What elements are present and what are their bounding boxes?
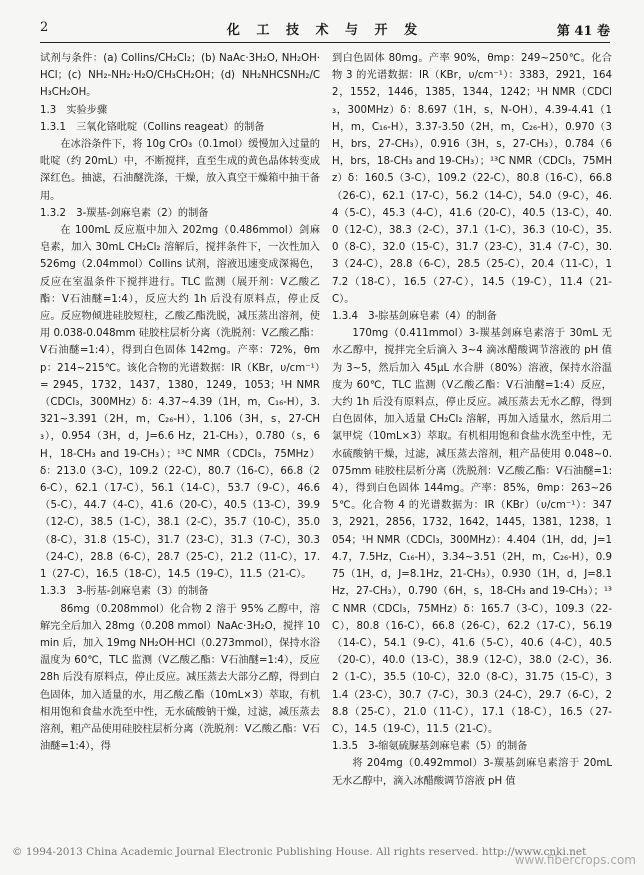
right-column [332, 50, 612, 790]
paragraph: 86mg（0.208mmol）化合物 2 溶于 95% 乙醇中，溶解完全后加入 28mg（0.208 mmol）NaAc·3H₂O，搅拌 10min 后，加入 19mg NH₂OH·HCl（0.273mmol），保持水浴温度为 60℃，TLC 监测（V乙酸乙酯：V石油醚=1:4），反应 28h 后没有原料点，停止反应。减压蒸去大部分乙醇，得到白色固体，加入适量的水，用乙酸乙酯（10mL×3）萃取，有机相用饱和食盐水洗至中性，无水硫酸钠干燥，过滤，减压蒸去溶剂，粗产品使用硅胶柱层析分离（洗脱剂：V乙酸乙酯：V石油醚=1:4），得 [40, 603, 320, 753]
paragraph: 在冰浴条件下，将 10g CrO₃（0.1mol）缓慢加入过量的吡啶（约 20mL）中，不断搅拌，直至生成的黄色晶体转变成深红色。抽滤，石油醚洗涤，干燥，放入真空干燥箱中抽干备用。 [40, 139, 320, 202]
subsection-heading: 1.3.4 3-腙基剑麻皂素（4）的制备 [332, 311, 497, 323]
subsection-heading: 1.3.1 三氧化铬吡啶（Collins reageat）的制备 [40, 121, 265, 133]
paragraph: 在 100mL 反应瓶中加入 202mg（0.486mmol）剑麻皂素，加入 30mL CH₂Cl₂ 溶解后，搅拌条件下，一次性加入 526mg（2.04mmol）Collins 试剂，溶液迅速变成深褐色，反应在室温条件下搅拌进行。TLC 监测（展开剂：V乙酸乙酯：V石油醚=1:4），反应大约 1h 后没有原料点，停止反应。反应物倾进硅胶短柱，乙酸乙酯洗脱，减压蒸出溶剂，使用 0.038-0.048mm 硅胶柱层析分离（洗脱剂：V乙酸乙酯：V石油醚=1:4），得到白色固体 142mg。产率：72%，θmp：214~215℃。该化合物的光谱数据：IR（KBr，υ/cm⁻¹）= 2945，1732，1437，1380，1249，1053；¹H NMR（CDCl₃，300MHz）δ：4.37~4.39（1H，m，C₁₆-H），3.321~3.391（2H，m，C₂₆-H），1.106（3H，s，27-CH₃），0.954（3H，d，J=6.6 Hz，21-CH₃），0.780（s，6H，18-CH₃ and 19-CH₃）；¹³C NMR（CDCl₃，75MHz）δ：213.0（3-C），109.2（22-C），80.7（16-C），66.8（26-C），62.1（17-C），56.1（14-C），53.7（9-C），46.6（5-C），44.7（4-C），41.6（20-C），40.5（13-C），39.9（12-C），38.5（1-C），38.1（2-C），35.7（10-C），35.0（8-C），31.8（15-C），31.7（23-C），31.3（7-C），30.3（24-C），28.8（6-C），28.7（25-C），21.2（11-C），17.1（27-C），16.5（18-C），14.5（19-C），11.5（21-C）。 [40, 225, 320, 581]
subsection-heading: 1.3.3 3-肟基-剑麻皂素（3）的制备 [40, 586, 209, 598]
paragraph: 170mg（0.411mmol）3-羰基剑麻皂素溶于 30mL 无水乙醇中，搅拌完全后滴入 3~4 滴冰醋酸调节溶液的 pH 值为 3~5，然后加入 45μL 水合肼（80%）溶液，保持水浴温度为 60℃，TLC 监测（V乙酸乙酯：V石油醚=1:4）反应，大约 1h 后没有原料点，停止反应。减压蒸去无水乙醇，得到白色固体，加入适量 CH₂Cl₂ 溶解，再加入适量水，然后用二氯甲烷（10mL×3）萃取。有机相用饱和食盐水洗至中性，无水硫酸钠干燥，过滤，减压蒸去溶剂，粗产品使用 0.048~0.075mm 硅胶柱层析分离（洗脱剂：V乙酸乙酯：V石油醚=1:4），得到白色固体 144mg。产率：85%，θmp：263~265℃。化合物 4 的光谱数据为：IR（KBr）（υ/cm⁻¹）：3473，2921，2856，1732，1642，1445，1381，1238，1054；¹H NMR（CDCl₃，300MHz）：4.404（1H，dd，J=14.7，7.5Hz，C₁₆-H），3.34~3.51（2H，m，C₂₆-H），0.975（1H，d，J=8.1Hz，21-CH₃），0.930（1H，d，J=8.1Hz，27-CH₃），0.790（6H，s，18-CH₃ and 19-CH₃）；¹³C NMR（CDCl₃，75MHz）δ：165.7（3-C），109.3（22-C），80.8（16-C），66.8（26-C），62.2（17-C），56.19（14-C），54.1（9-C），41.6（5-C），40.6（4-C），40.5（20-C），40.0（13-C），38.9（12-C），38.0（2-C），36.2（1-C），35.5（10-C），32.0（8-C），31.75（15-C），31.4（23-C），30.7（7-C），30.3（24-C），29.7（6-C），28.8（25-C），21.0（11-C），17.1（18-C），16.5（27-C），14.5（19-C），11.5（21-C）。 [332, 328, 612, 735]
subsection-heading: 1.3.5 3-缩氨硫脲基剑麻皂素（5）的制备 [332, 741, 528, 753]
left-column [40, 50, 320, 755]
subsection-heading: 1.3.2 3-羰基-剑麻皂素（2）的制备 [40, 207, 209, 219]
running-header [40, 18, 610, 43]
page-number: 2 [40, 20, 49, 35]
paragraph: 到白色固体 80mg。产率 90%，θmp：249~250℃。化合物 3 的光谱数据：IR（KBr，υ/cm⁻¹）：3383，2921，1642，1552，1446，1385，1344，1242；¹H NMR（CDCl₃，300MHz）δ：8.697（1H，s，N-OH），4.39-4.41（1H，m，C₁₆-H），3.37-3.50（2H，m，C₂₆-H），0.970（3H，brs，27-CH₃），0.916（3H，s，27-CH₃），0.784（6H，brs，18-CH₃ and 19-CH₃）；¹³C NMR（CDCl₃，75MHz）δ：160.5（3-C），109.2（22-C），80.8（16-C），66.8（26-C），62.1（17-C），56.2（14-C），54.0（9-C），46.4（5-C），45.3（4-C），41.6（20-C），40.5（13-C），40.0（12-C），38.3（2-C），37.1（1-C），36.3（10-C），35.0（8-C），32.0（15-C），31.7（23-C），31.4（7-C），30.3（24-C），28.8（6-C），28.5（25-C），20.4（11-C），17.2（18-C），16.5（27-C），14.5（19-C），11.4（21-C）。 [332, 53, 612, 305]
journal-title: 化 工 技 术 与 开 发 [226, 23, 424, 38]
reagents-conditions: 试剂与条件：(a) Collins/CH₂Cl₂；(b) NaAc·3H₂O, NH₂OH·HCl；(c) NH₂-NH₂·H₂O/CH₃CH₂OH；(d) NH₂NHCSNH₂/CH₃CH₂OH。 [40, 53, 320, 99]
paragraph: 将 204mg（0.492mmol）3-羰基剑麻皂素溶于 20mL 无水乙醇中，滴入冰醋酸调节溶液 pH 值 [332, 758, 612, 787]
copyright-footer: © 1994-2013 China Academic Journal Electronic Publishing House. All rights reserved. http://www.cnki.net [12, 846, 587, 858]
section-heading: 1.3 实验步骤 [40, 104, 108, 116]
volume-label: 第 41 卷 [556, 24, 610, 39]
watermark: www.fibercrops.com [514, 853, 636, 867]
